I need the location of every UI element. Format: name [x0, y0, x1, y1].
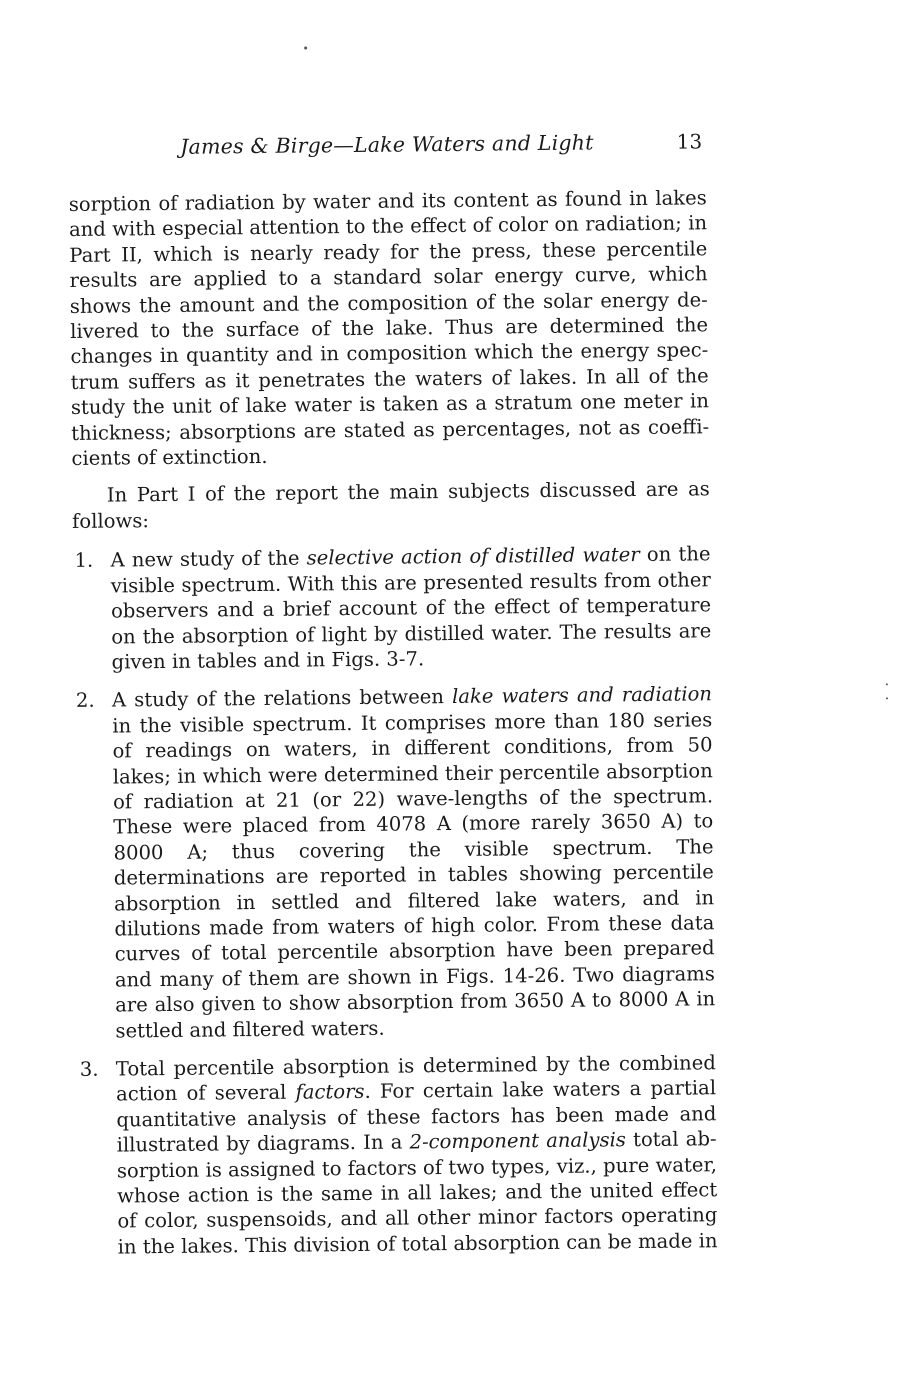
- list-item: [72, 542, 711, 676]
- list-item-text: Total percentile absorption is determined by the combined action of several factors. For certain lake waters a partial quantitative analysis of these factors has been made and illustrated by diagrams. In a 2-component analysis total absorption is assigned to factors of two types, viz., pure water, whose action is the same in all lakes; and the united effect of color, suspensoids, and all other minor factors operating in the lakes. This division of total absorption can be made in: [115, 1051, 718, 1259]
- list-number: 1.: [74, 549, 94, 573]
- page-number: 13: [676, 129, 703, 154]
- list-item-text: A study of the relations between lake waters and radiation in the visible spectrum. It comprises more than 180 series of readings on waters, in different conditions, from 50 lakes; in which were determined their percentile absorption of radiation at 21 (or 22) wave-lengths of the spectrum. These were placed from 4078 A (more rarely 3650 A) to 8000 A; thus covering the visible spectrum. The determinations are reported in tables showing percentile absorption in settled and filtered lake waters, and in dilutions made from waters of high color. From these data curves of total percentile absorption have been prepared and many of them are shown in Figs. 14-26. Two diagrams are also given to show absorption from 3650 A to 8000 A in settled and filtered waters.: [111, 682, 716, 1043]
- paragraph: In Part I of the report the main subjects discussed are as follows:: [71, 477, 710, 533]
- paragraph: sorption of radiation by water and its content as found in lakes and with especial attention to the effect of color on radiation; in Part II, which is nearly ready for the press, these percentile results are applied to a standard solar energy curve, which shows the amount and the composition of the solar energy delivered to the surface of the lake. Thus are determined the changes in quantity and in composition which the energy spectrum suffers as it penetrates the waters of lakes. In all of the study the unit of lake water is taken as a stratum one meter in thickness; absorptions are stated as percentages, not as coefficients of extinction.: [68, 186, 710, 471]
- running-title: James & Birge—Lake Waters and Light: [180, 130, 594, 159]
- scan-speck: [886, 697, 888, 699]
- emphasis: lake waters and radiation: [451, 682, 713, 709]
- list-number: 3.: [79, 1057, 99, 1081]
- page-header: [66, 129, 702, 168]
- emphasis: selective action of distilled water: [306, 543, 640, 570]
- scan-speck: [304, 46, 307, 49]
- list-item: [74, 682, 716, 1044]
- list-number: 2.: [75, 689, 95, 713]
- body-text: [69, 185, 718, 1273]
- emphasis: factors: [295, 1080, 365, 1105]
- list-item: [78, 1050, 718, 1260]
- numbered-list: [72, 542, 717, 1261]
- emphasis: 2-component analysis: [409, 1128, 627, 1154]
- list-item-text: A new study of the selective action of distilled water on the visible spectrum. With this are presented results from other observers and a brief account of the effect of temperature on the absorption of light by distilled water. The results are given in tables and in Figs. 3-7.: [110, 542, 712, 674]
- scan-speck: [886, 683, 888, 685]
